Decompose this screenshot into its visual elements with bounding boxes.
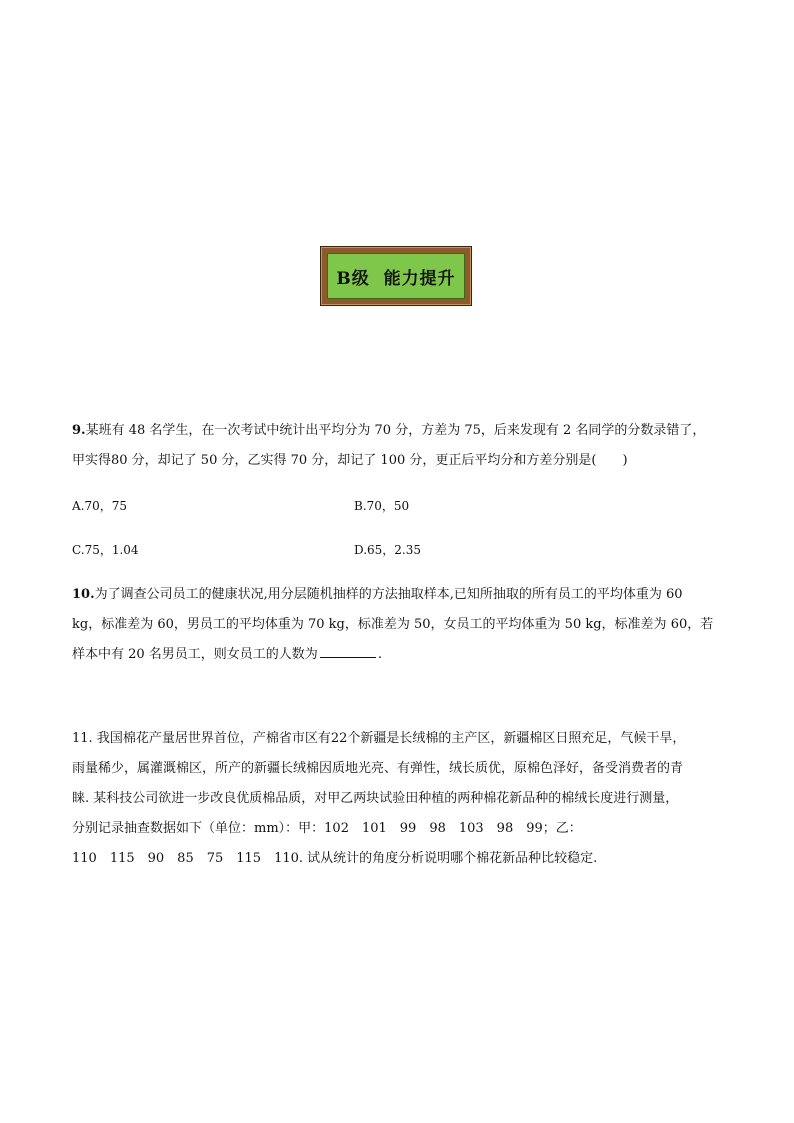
option-d[interactable]: D.65，2.35 — [354, 543, 421, 557]
question-9 — [72, 416, 724, 476]
question-10-line-3: 样本中有 20 名男员工，则女员工的人数为 . — [72, 640, 724, 670]
question-11 — [72, 724, 724, 874]
question-11-line-3: 睐. 某科技公司欲进一步改良优质棉品质，对甲乙两块试验田种植的两种棉花新品种的棉绒长度进行测量， — [72, 791, 679, 806]
option-c[interactable]: C.75，1.04 — [72, 543, 139, 557]
question-9-number: 9. — [72, 423, 86, 438]
section-badge — [320, 246, 472, 306]
question-11-line-1: 11. 我国棉花产量居世界首位，产棉省市区有22个新疆是长绒棉的主产区，新疆棉区日照充足，气候干旱， — [72, 731, 686, 746]
question-9-line-2: 甲实得80 分，却记了 50 分，乙实得 70 分，却记了 100 分，更正后平均分和方差分别是( ) — [72, 453, 628, 468]
question-9-line-1: 9.某班有 48 名学生，在一次考试中统计出平均分为 70 分，方差为 75，后来发现有 2 名同学的分数录错了， — [72, 423, 706, 438]
question-11-line-2: 雨量稀少，属灌溉棉区，所产的新疆长绒棉因质地光亮、有弹性，绒长质优，原棉色泽好，备受消费者的青 — [72, 761, 684, 776]
question-9-options-row-2 — [72, 540, 724, 560]
question-10-line-2: kg，标准差为 60，男员工的平均体重为 70 kg，标准差为 50，女员工的平均体重为 50 kg，标准差为 60，若 — [72, 617, 714, 632]
question-10-number: 10. — [72, 587, 95, 602]
section-badge-face — [327, 253, 465, 299]
question-9-options-row-1 — [72, 496, 724, 516]
question-11-line-5: 110 115 90 85 75 115 110. 试从统计的角度分析说明哪个棉花新品种比较稳定. — [72, 851, 598, 866]
question-11-number: 11. — [72, 731, 93, 746]
option-b[interactable]: B.70，50 — [354, 499, 410, 513]
question-10-line-1: 10.为了调查公司员工的健康状况,用分层随机抽样的方法抽取样本,已知所抽取的所有员工的平均体重为 60 — [72, 587, 683, 602]
answer-blank[interactable] — [320, 643, 376, 658]
question-11-line-4: 分别记录抽查数据如下（单位：mm）：甲：102 101 99 98 103 98 99；乙： — [72, 821, 582, 836]
section-badge-label: B级 能力提升 — [336, 268, 456, 289]
option-a[interactable]: A.70，75 — [72, 499, 128, 513]
question-10 — [72, 580, 724, 670]
